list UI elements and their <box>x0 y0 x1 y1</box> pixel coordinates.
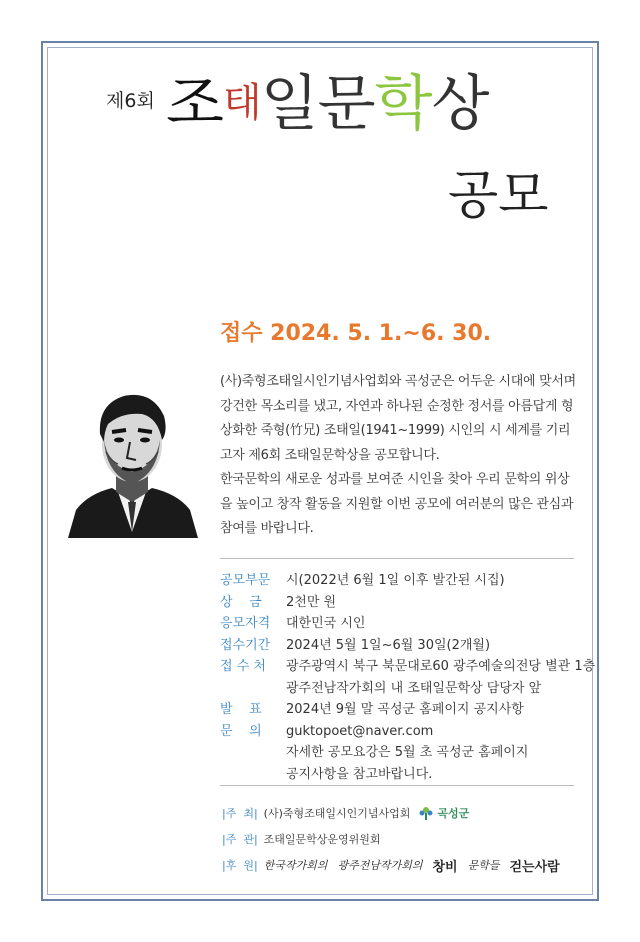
submission-period: 접수 2024. 5. 1.~6. 30. <box>220 321 492 346</box>
gokseong-logo-text: 곡성군 <box>437 807 470 820</box>
info-row <box>220 635 590 657</box>
info-row <box>220 721 590 786</box>
info-row <box>220 570 590 592</box>
info-row <box>220 656 596 699</box>
sponsor-label: |후 원| <box>222 859 258 872</box>
info-label: 접 수 처 <box>220 659 266 674</box>
info-row <box>220 592 590 614</box>
info-value-line: 공지사항을 참고바랍니다. <box>286 766 433 782</box>
title-char: 태 <box>222 80 261 126</box>
organizer-name: 조태일문학상운영위원회 <box>263 833 381 846</box>
sponsor-logo-geotneun: 걷는사람 <box>509 859 560 875</box>
info-list <box>220 570 596 785</box>
info-label: 접수기간 <box>220 637 271 653</box>
info-value-line: 2천만 원 <box>286 594 337 610</box>
organizer-row <box>222 826 582 852</box>
footer <box>222 800 582 878</box>
divider-bottom <box>220 785 574 786</box>
info-label: 공모부문 <box>220 573 271 588</box>
sponsor-logo-gwangju-writers: 광주전남작가회의 <box>337 859 423 872</box>
title-char: 상 <box>431 69 489 139</box>
sponsor-logo-munhakdeul: 문학들 <box>467 859 500 872</box>
info-label: 문 의 <box>220 723 262 739</box>
info-label: 발 표 <box>220 702 262 717</box>
sponsor-row <box>222 852 582 878</box>
divider-top <box>220 558 574 559</box>
info-value <box>286 592 590 614</box>
organizer-label: |주 관| <box>222 833 258 846</box>
info-value-line: 시(2022년 6월 1일 이후 발간된 시집) <box>286 573 505 588</box>
title-char: 조 <box>166 69 223 139</box>
info-value-line: guktopoet@naver.com <box>286 723 434 739</box>
info-value-line: 2024년 5월 1일~6월 30일(2개월) <box>286 637 491 653</box>
info-value <box>286 635 590 657</box>
info-value-line: 2024년 9월 말 곡성군 홈페이지 공지사항 <box>286 702 524 717</box>
info-label: 상 금 <box>220 594 262 610</box>
title-char: 문 <box>317 69 375 139</box>
info-row <box>220 699 590 721</box>
info-value <box>286 721 590 786</box>
info-row <box>220 613 590 635</box>
info-value-line: 대한민국 시인 <box>286 616 366 631</box>
intro-paragraph-1: (사)죽형조태일시인기념사업회와 곡성군은 어두운 시대에 맞서며 강건한 목소리를 냈고, 자연과 하나된 순정한 정서를 아름답게 형상화한 죽형(竹兄) 조태일(1941~1999) 시인의 시 세계를 기리고자 제6회 조태일문학상을 공모합니다. <box>220 374 576 463</box>
sponsor-logo-writers: 한국작가회의 <box>263 859 328 872</box>
info-value <box>286 613 590 635</box>
info-value-line: 자세한 공모요강은 5월 초 곡성군 홈페이지 <box>286 745 529 760</box>
sponsor-logo-changbi: 창비 <box>432 859 458 875</box>
info-value-line: 광주광역시 북구 북문대로60 광주예술의전당 별관 1층 <box>286 659 596 674</box>
info-value <box>286 699 590 721</box>
intro-text <box>220 370 580 542</box>
gokseong-logo <box>418 805 469 821</box>
gokseong-emblem-icon <box>418 805 434 821</box>
info-value <box>286 570 590 592</box>
info-value <box>286 656 595 699</box>
title-char: 일 <box>260 69 318 139</box>
title-char: 학 <box>374 69 432 139</box>
info-label: 응모자격 <box>220 616 271 631</box>
host-label: |주 최| <box>222 807 258 820</box>
award-title <box>166 69 489 139</box>
edition-label: 제6회 <box>106 90 155 112</box>
host-name: (사)죽형조태일시인기념사업회 <box>263 807 411 820</box>
poet-portrait <box>66 382 198 538</box>
info-value-line: 광주전남작가회의 내 조태일문학상 담당자 앞 <box>286 680 542 696</box>
award-title-line2: 공모 <box>448 166 549 226</box>
host-row <box>222 800 582 826</box>
intro-paragraph-2: 한국문학의 새로운 성과를 보여준 시인을 찾아 우리 문학의 위상을 높이고 창작 활동을 지원할 이번 공모에 여러분의 많은 관심과 참여를 바랍니다. <box>220 472 574 536</box>
